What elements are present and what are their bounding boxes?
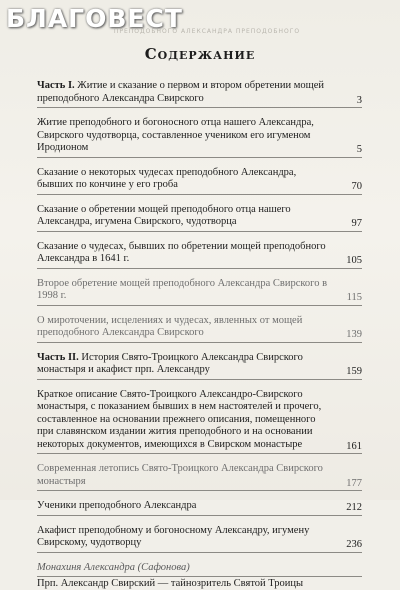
page-number: 70 xyxy=(351,181,362,192)
entry-title: Второе обретение мощей преподобного Александра Свирского в 1998 г. xyxy=(37,277,328,301)
toc-entry xyxy=(37,463,362,491)
page-number: 3 xyxy=(356,94,362,106)
page-number: 5 xyxy=(356,144,362,155)
toc-entry xyxy=(37,525,362,553)
bleed-through-text: ПРЕПОДОБНОГО АЛЕКСАНДРА ПРЕПОДОБНОГО xyxy=(113,28,301,35)
page-number: 115 xyxy=(346,292,362,303)
page-number: 105 xyxy=(346,255,362,266)
page-number: 97 xyxy=(351,218,362,229)
toc-entry xyxy=(37,241,362,269)
entry-title: Краткое описание Свято-Троицкого Александро-Свирского монастыря, с показанием бывших в нем настоятелей и прочего, составленное на основании прежнего описания, помещенного при славянском издании жития преподобного и на основании некоторых документов, имеющихся в Свирском монастыре xyxy=(37,388,322,450)
watermark-logo: БЛАГОВЕСТ xyxy=(6,4,183,33)
toc-entry-last: Прп. Александр Свирский — тайнозритель Святой Троицы xyxy=(37,576,362,590)
toc-entry xyxy=(37,500,362,516)
part-label: Часть I. xyxy=(37,80,75,91)
page-number: 139 xyxy=(346,329,362,340)
entry-title: Современная летопись Свято-Троицкого Александра Свирского монастыря xyxy=(37,463,323,487)
page-number: 159 xyxy=(346,366,362,377)
entry-title: Ученики преподобного Александра xyxy=(37,500,197,511)
toc-entry xyxy=(37,278,362,306)
toc-entry xyxy=(37,204,362,232)
page-number: 177 xyxy=(346,477,362,489)
toc-entry xyxy=(37,315,362,343)
toc-part-2 xyxy=(37,352,362,380)
toc-list xyxy=(37,80,362,590)
entry-title: Сказание о некоторых чудесах преподобного Александра, бывших по кончине у его гроба xyxy=(37,166,297,190)
toc-entry xyxy=(37,389,362,455)
toc-part-1 xyxy=(37,80,362,108)
part-title: Житие и сказание о первом и втором обретении мощей преподобного Александра Свирского xyxy=(37,80,324,104)
page-number: 161 xyxy=(346,440,362,452)
part-title: История Свято-Троицкого Александра Свирского монастыря и акафист прп. Александру xyxy=(37,351,303,375)
page-number: 212 xyxy=(346,502,362,513)
part-label: Часть II. xyxy=(37,351,79,363)
entry-title: Житие преподобного и богоносного отца нашего Александра, Свирского чудотворца, составленное учеником его игуменом Иродионом xyxy=(37,117,314,153)
author-note: Монахиня Александра (Сафонова) xyxy=(37,561,190,573)
entry-title: О мироточении, исцелениях и чудесах, явленных от мощей преподобного Александра Свирского xyxy=(37,314,303,338)
entry-title: Сказание о обретении мощей преподобного отца нашего Александра, игумена Свирского, чудотворца xyxy=(37,203,291,227)
toc-entry xyxy=(37,117,362,158)
toc-entry xyxy=(37,167,362,195)
entry-title: Акафист преподобному и богоносному Александру, игумену Свирскому, чудотворцу xyxy=(37,524,310,548)
page-number: 236 xyxy=(346,539,362,550)
entry-title: Сказание о чудесах, бывших по обретении мощей преподобного Александра в 1641 г. xyxy=(37,240,326,264)
page-title: Содержание xyxy=(144,45,256,63)
